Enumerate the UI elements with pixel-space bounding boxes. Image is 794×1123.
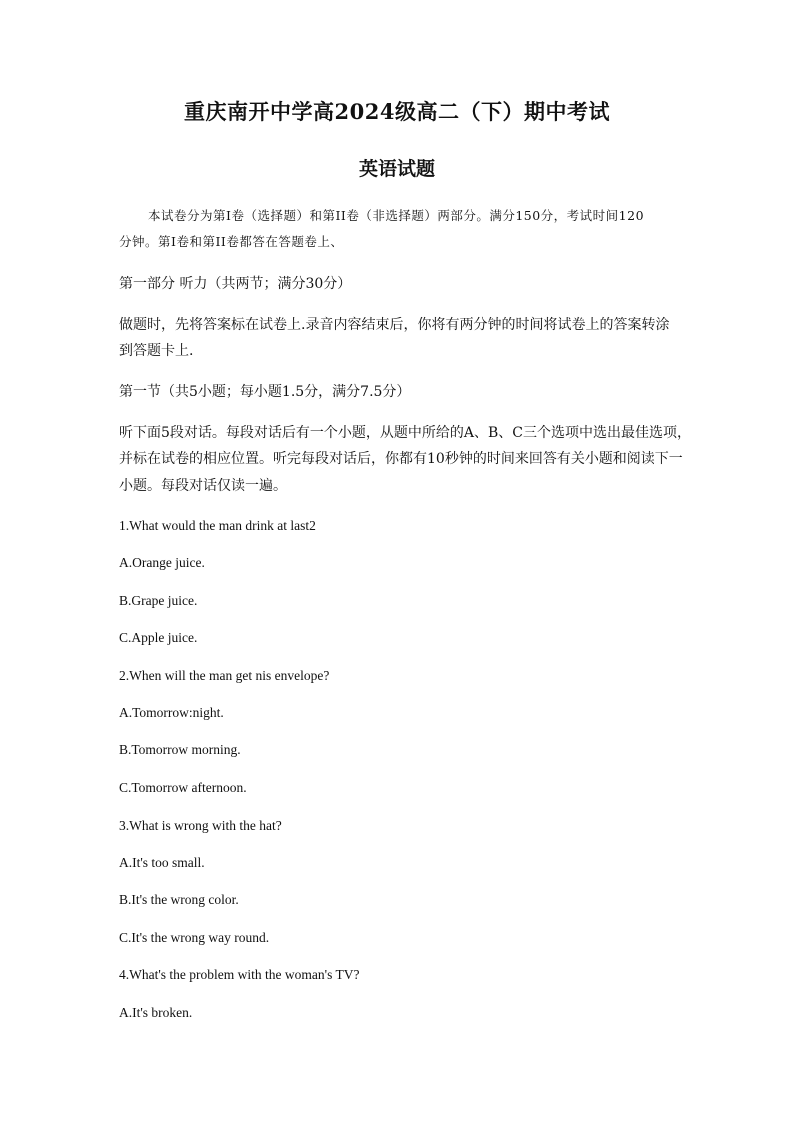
question-2-option-b: B.Tomorrow morning. [119,742,241,757]
section1-instruction-line-3: 小题。每段对话仅读一遍。 [119,478,287,494]
question-1-option-a: A.Orange juice. [119,555,205,570]
part1-heading: 第一部分 听力（共两节；满分30分） [119,276,352,292]
question-3-stem: 3.What is wrong with the hat? [119,818,282,833]
part1-instruction-line-2: 到答题卡上. [119,343,194,359]
question-3-option-b: B.It's the wrong color. [119,892,239,907]
exam-title: 重庆南开中学高2024级高二（下）期中考试 [184,99,610,124]
section1-instruction-line-2: 并标在试卷的相应位置。听完每段对话后，你都有10秒钟的时间来回答有关小题和阅读下一 [119,451,683,467]
question-2-option-a: A.Tomorrow:night. [119,705,224,720]
question-1-option-b: B.Grape juice. [119,593,198,608]
section1-heading: 第一节（共5小题；每小题1.5分，满分7.5分） [119,384,411,400]
intro-line-1: 本试卷分为第I卷（选择题）和第II卷（非选择题）两部分。满分150分，考试时间120 [148,208,645,223]
section1-instruction-line-1: 听下面5段对话。每段对话后有一个小题，从题中所给的A、B、C三个选项中选出最佳选项， [119,425,692,441]
question-3-option-a: A.It's too small. [119,855,205,870]
question-1-option-c: C.Apple juice. [119,630,198,645]
question-1-stem: 1.What would the man drink at last2 [119,518,316,533]
question-2-option-c: C.Tomorrow afternoon. [119,780,247,795]
exam-subtitle: 英语试题 [358,158,435,180]
part1-instruction-line-1: 做题时，先将答案标在试卷上.录音内容结束后，你将有两分钟的时间将试卷上的答案转涂 [119,317,670,333]
question-4-stem: 4.What's the problem with the woman's TV? [119,967,360,982]
question-4-option-a: A.It's broken. [119,1005,193,1020]
question-3-option-c: C.It's the wrong way round. [119,930,270,945]
intro-line-2: 分钟。第I卷和第II卷都答在答题卷上、 [119,234,344,249]
question-2-stem: 2.When will the man get nis envelope? [119,668,330,683]
